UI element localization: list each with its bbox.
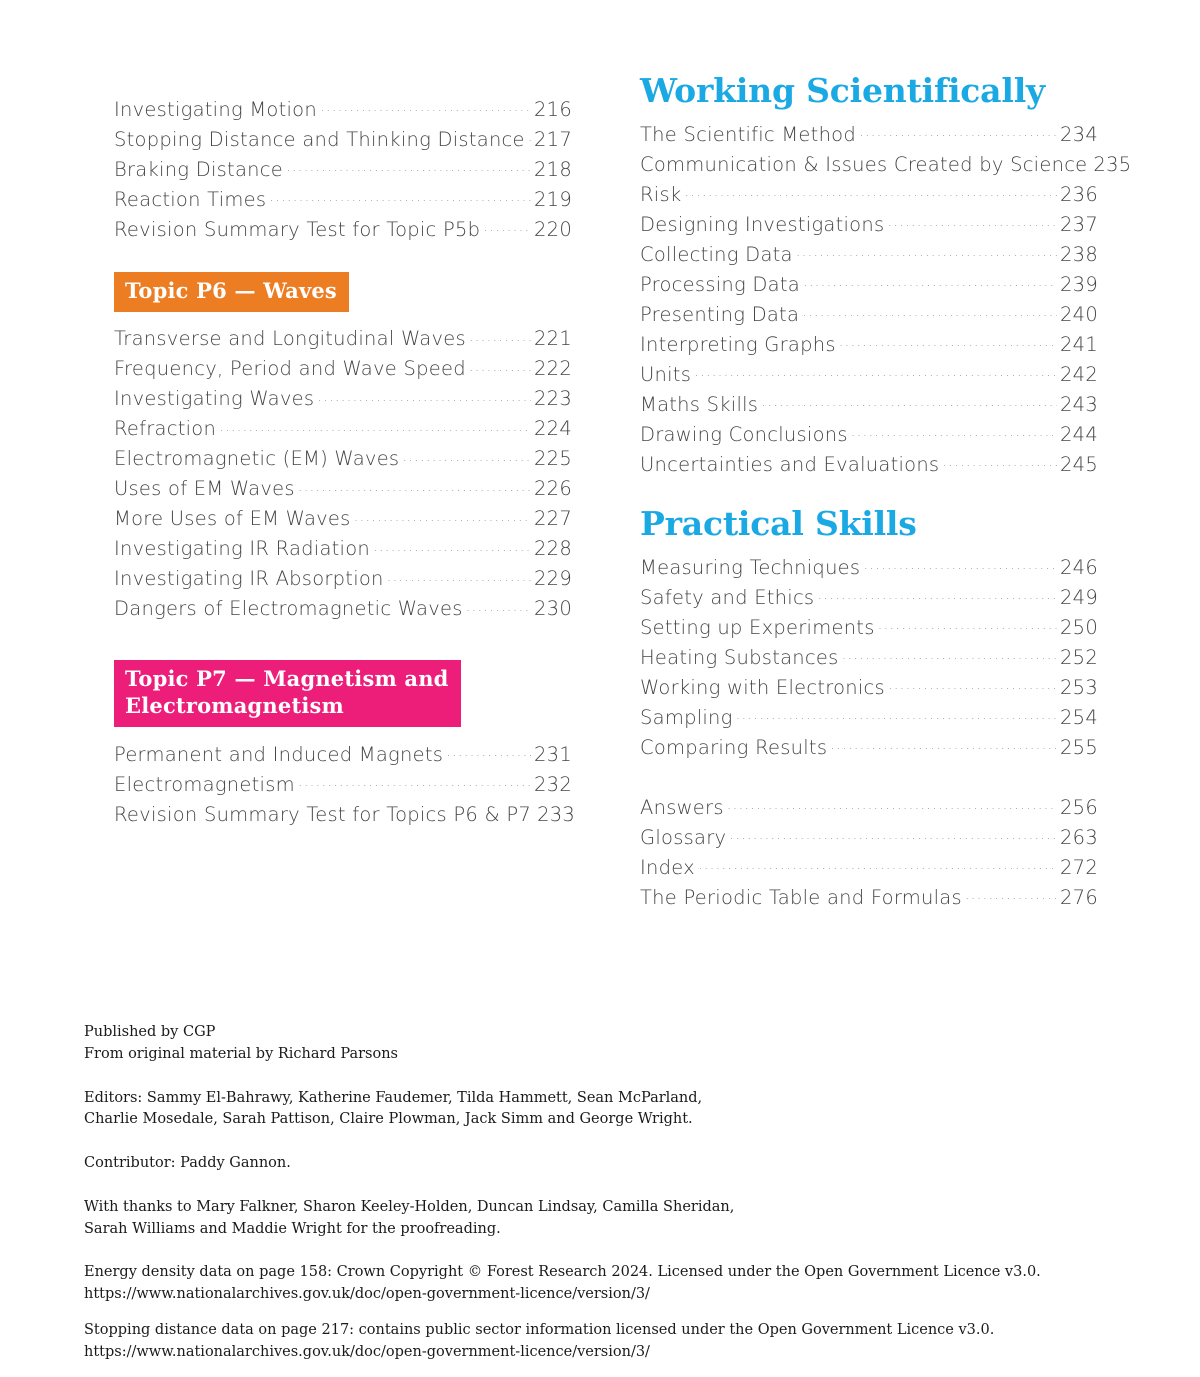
toc-entry-page-number: 217 — [534, 127, 572, 151]
toc-entry-page-number: 228 — [534, 537, 572, 561]
toc-entry[interactable] — [114, 156, 572, 186]
topic-banner-p7 — [114, 660, 461, 727]
toc-entry-page-number: 222 — [534, 357, 572, 381]
toc-entry-page-number: 276 — [1060, 885, 1098, 909]
toc-leader-dots — [402, 446, 531, 466]
toc-entry-title: Frequency, Period and Wave Speed — [114, 357, 466, 381]
licence-2-url[interactable]: https://www.nationalarchives.gov.uk/doc/open-government-licence/version/3/ — [84, 1343, 650, 1360]
toc-entry[interactable] — [114, 596, 572, 626]
toc-leader-dots — [965, 884, 1057, 904]
toc-entry[interactable] — [114, 476, 572, 506]
topic-banner-p7-line2: Electromagnetism — [125, 693, 344, 719]
spacer — [114, 312, 572, 326]
toc-entry[interactable] — [640, 151, 1132, 181]
toc-entry[interactable] — [640, 241, 1098, 271]
toc-entry-title: Refraction — [114, 417, 217, 441]
toc-entry[interactable] — [640, 361, 1098, 391]
toc-leader-dots — [469, 356, 531, 376]
toc-leader-dots — [736, 704, 1057, 724]
published-by-line: Published by CGP — [84, 1024, 216, 1040]
toc-entry[interactable] — [114, 356, 572, 386]
toc-entry-page-number: 272 — [1060, 855, 1098, 879]
toc-entry-page-number: 238 — [1060, 242, 1098, 266]
toc-leader-dots — [888, 674, 1057, 694]
section-heading-practical-skills: Practical Skills — [640, 504, 917, 543]
toc-entry[interactable] — [640, 854, 1098, 884]
licence-1-text: Energy density data on page 158: Crown Copyright © Forest Research 2024. Licensed under the Open Government Licence v3.0. — [84, 1264, 1041, 1281]
toc-leader-dots — [466, 596, 531, 616]
toc-leader-dots — [469, 326, 531, 346]
toc-group-topic-p6 — [114, 326, 572, 626]
licence-block-stopping-distance — [84, 1320, 1124, 1364]
toc-entry-title: Setting up Experiments — [640, 615, 875, 639]
toc-leader-dots — [684, 181, 1057, 201]
toc-entry[interactable] — [640, 451, 1098, 481]
toc-entry[interactable] — [640, 331, 1098, 361]
toc-leader-dots — [528, 126, 531, 146]
licence-2-text: Stopping distance data on page 217: contains public sector information licensed under the Open Government Licence v3.0. — [84, 1321, 995, 1338]
toc-entry-page-number: 218 — [534, 157, 572, 181]
toc-entry[interactable] — [640, 301, 1098, 331]
toc-entry[interactable] — [114, 326, 572, 356]
toc-entry-title: Electromagnetic (EM) Waves — [114, 447, 400, 471]
toc-entry-page-number: 242 — [1060, 362, 1098, 386]
toc-group-topic-p7 — [114, 741, 576, 831]
toc-entry-page-number: 246 — [1060, 555, 1098, 579]
toc-entry-page-number: 234 — [1060, 122, 1098, 146]
toc-entry[interactable] — [640, 734, 1098, 764]
toc-leader-dots — [727, 794, 1057, 814]
toc-entry-title: Processing Data — [640, 272, 800, 296]
toc-entry-title: Sampling — [640, 705, 733, 729]
toc-entry[interactable] — [114, 566, 572, 596]
toc-entry-title: Investigating IR Absorption — [114, 567, 384, 591]
toc-entry-page-number: 231 — [534, 742, 572, 766]
toc-entry-title: Investigating Waves — [114, 387, 315, 411]
toc-entry-page-number: 263 — [1060, 825, 1098, 849]
toc-group-p5b-tail — [114, 96, 572, 246]
toc-entry-title: Answers — [640, 795, 724, 819]
toc-group-working-scientifically — [640, 121, 1132, 481]
toc-leader-dots — [286, 156, 531, 176]
toc-entry-title: Permanent and Induced Magnets — [114, 742, 444, 766]
toc-entry-title: More Uses of EM Waves — [114, 507, 351, 531]
toc-entry[interactable] — [640, 674, 1098, 704]
toc-entry-page-number: 239 — [1060, 272, 1098, 296]
toc-entry-page-number: 249 — [1060, 585, 1098, 609]
contributor-line: Contributor: Paddy Gannon. — [84, 1155, 291, 1171]
toc-entry-title: Communication & Issues Created by Science — [640, 152, 1088, 176]
toc-entry-page-number: 229 — [534, 567, 572, 591]
toc-entry-title: Revision Summary Test for Topic P5b — [114, 217, 481, 241]
thanks-line-2: Sarah Williams and Maddie Wright for the proofreading. — [84, 1220, 501, 1237]
toc-leader-dots — [878, 614, 1057, 634]
toc-entry-title: Maths Skills — [640, 392, 759, 416]
toc-entry-page-number: 232 — [534, 772, 572, 796]
toc-entry-title: Working with Electronics — [640, 675, 885, 699]
toc-entry-page-number: 236 — [1060, 182, 1098, 206]
thanks-line-1: With thanks to Mary Falkner, Sharon Keeley-Holden, Duncan Lindsay, Camilla Sheridan, — [84, 1198, 735, 1215]
toc-entry-title: The Periodic Table and Formulas — [640, 885, 962, 909]
toc-entry[interactable] — [114, 741, 572, 771]
toc-entry-page-number: 226 — [534, 477, 572, 501]
toc-entry[interactable] — [640, 614, 1098, 644]
toc-entry-page-number: 225 — [534, 447, 572, 471]
toc-entry-page-number: 223 — [534, 387, 572, 411]
toc-entry-title: Comparing Results — [640, 735, 828, 759]
toc-entry[interactable] — [640, 121, 1098, 151]
toc-leader-dots — [863, 554, 1057, 574]
toc-right-column — [640, 0, 1132, 914]
topic-p6-banner-wrap — [114, 272, 572, 312]
toc-entry[interactable] — [640, 584, 1098, 614]
toc-entry-title: Measuring Techniques — [640, 555, 861, 579]
licence-1-url[interactable]: https://www.nationalarchives.gov.uk/doc/open-government-licence/version/3/ — [84, 1286, 650, 1302]
toc-entry[interactable] — [114, 536, 572, 566]
toc-entry[interactable] — [640, 644, 1098, 674]
toc-entry-title: Investigating IR Radiation — [114, 537, 371, 561]
toc-entry-page-number: 237 — [1060, 212, 1098, 236]
toc-entry-page-number: 221 — [534, 327, 572, 351]
spacer — [114, 626, 572, 660]
toc-leader-dots — [729, 824, 1057, 844]
toc-entry[interactable] — [640, 391, 1098, 421]
toc-leader-dots — [698, 854, 1057, 874]
toc-entry-title: Designing Investigations — [640, 212, 885, 236]
toc-entry[interactable] — [640, 421, 1098, 451]
toc-group-practical-skills — [640, 554, 1098, 764]
toc-entry[interactable] — [640, 211, 1098, 241]
toc-entry-page-number: 256 — [1060, 795, 1098, 819]
spacer — [114, 727, 572, 741]
thanks-block — [84, 1197, 1124, 1241]
toc-entry-page-number: 255 — [1060, 735, 1098, 759]
imprint-credits — [84, 1022, 1124, 1377]
toc-entry-title: Revision Summary Test for Topics P6 & P7 — [114, 802, 532, 826]
toc-leader-dots — [219, 416, 531, 436]
toc-entry-title: Reaction Times — [114, 187, 267, 211]
topic-banner-p7-line1: Topic P7 — Magnetism and — [125, 665, 449, 691]
toc-leader-dots — [942, 451, 1057, 471]
toc-entry-title: Interpreting Graphs — [640, 332, 836, 356]
toc-entry-title: Units — [640, 362, 692, 386]
spacer — [114, 246, 572, 272]
toc-leader-dots — [373, 536, 531, 556]
toc-entry-title: Index — [640, 855, 695, 879]
toc-entry[interactable] — [114, 126, 572, 156]
toc-entry-page-number: 252 — [1060, 645, 1098, 669]
toc-entry-title: Transverse and Longitudinal Waves — [114, 327, 466, 351]
editors-line-2: Charlie Mosedale, Sarah Pattison, Claire Plowman, Jack Simm and George Wright. — [84, 1111, 693, 1128]
toc-leader-dots — [298, 476, 531, 496]
toc-entry[interactable] — [640, 704, 1098, 734]
toc-entry[interactable] — [114, 386, 572, 416]
toc-leader-dots — [694, 361, 1057, 381]
toc-entry[interactable] — [640, 181, 1098, 211]
toc-leader-dots — [859, 121, 1057, 141]
contributor-block — [84, 1153, 1124, 1175]
toc-entry-title: Collecting Data — [640, 242, 793, 266]
toc-entry-page-number: 216 — [534, 97, 572, 121]
toc-entry-page-number: 250 — [1060, 615, 1098, 639]
toc-entry[interactable] — [640, 271, 1098, 301]
toc-entry-title: Glossary — [640, 825, 727, 849]
toc-entry-page-number: 224 — [534, 417, 572, 441]
editors-line-1: Editors: Sammy El-Bahrawy, Katherine Faudemer, Tilda Hammett, Sean McParland, — [84, 1089, 703, 1106]
toc-entry-page-number: 244 — [1060, 422, 1098, 446]
toc-leader-dots — [802, 301, 1057, 321]
toc-leader-dots — [761, 391, 1057, 411]
toc-entry-page-number: 227 — [534, 507, 572, 531]
toc-entry[interactable] — [640, 554, 1098, 584]
toc-entry-page-number: 253 — [1060, 675, 1098, 699]
toc-entry[interactable] — [114, 216, 572, 246]
toc-entry-page-number: 240 — [1060, 302, 1098, 326]
toc-entry-page-number: 245 — [1060, 452, 1098, 476]
toc-entry[interactable] — [114, 446, 572, 476]
toc-entry-title: Heating Substances — [640, 645, 839, 669]
toc-entry-title: Electromagnetism — [114, 772, 295, 796]
section-heading-working-scientifically: Working Scientifically — [640, 71, 1046, 110]
toc-leader-dots — [320, 96, 531, 116]
toc-entry-title: Uses of EM Waves — [114, 477, 295, 501]
toc-leader-dots — [317, 386, 531, 406]
toc-leader-dots — [269, 186, 531, 206]
toc-leader-dots — [796, 241, 1057, 261]
toc-entry-title: Braking Distance — [114, 157, 283, 181]
toc-entry[interactable] — [114, 771, 572, 801]
toc-entry[interactable] — [114, 96, 572, 126]
toc-leader-dots — [851, 421, 1057, 441]
toc-entry-title: Dangers of Electromagnetic Waves — [114, 597, 463, 621]
topic-banner-p6: Topic P6 — Waves — [114, 272, 349, 312]
toc-leader-dots — [803, 271, 1057, 291]
toc-leader-dots — [446, 741, 531, 761]
toc-leader-dots — [887, 211, 1057, 231]
toc-left-column — [114, 0, 576, 831]
toc-entry[interactable] — [640, 824, 1098, 854]
toc-entry-title: Drawing Conclusions — [640, 422, 848, 446]
toc-entry-page-number: 233 — [537, 802, 576, 826]
toc-entry-page-number: 254 — [1060, 705, 1098, 729]
toc-leader-dots — [830, 734, 1057, 754]
toc-entry-page-number: 230 — [534, 597, 572, 621]
toc-entry[interactable] — [640, 884, 1098, 914]
editors-block — [84, 1088, 1124, 1132]
toc-entry-title: Risk — [640, 182, 682, 206]
toc-entry-page-number: 241 — [1060, 332, 1098, 356]
toc-leader-dots — [387, 566, 531, 586]
toc-leader-dots — [817, 584, 1057, 604]
toc-entry-title: Safety and Ethics — [640, 585, 815, 609]
toc-entry[interactable] — [114, 506, 572, 536]
toc-group-back-matter — [640, 794, 1098, 914]
toc-entry-title: Stopping Distance and Thinking Distance — [114, 127, 525, 151]
toc-entry-title: Uncertainties and Evaluations — [640, 452, 940, 476]
toc-leader-dots — [483, 216, 531, 236]
topic-p7-banner-wrap — [114, 660, 572, 727]
toc-entry[interactable] — [114, 416, 572, 446]
original-material-line: From original material by Richard Parsons — [84, 1045, 398, 1062]
toc-entry[interactable] — [114, 186, 572, 216]
toc-leader-dots — [842, 644, 1057, 664]
toc-entry-page-number: 219 — [534, 187, 572, 211]
toc-entry[interactable] — [640, 794, 1098, 824]
licence-block-energy-density — [84, 1262, 1124, 1306]
toc-leader-dots — [839, 331, 1057, 351]
toc-entry-page-number: 235 — [1093, 152, 1132, 176]
toc-entry-page-number: 243 — [1060, 392, 1098, 416]
toc-entry-title: The Scientific Method — [640, 122, 856, 146]
publisher-block — [84, 1022, 1124, 1066]
toc-entry[interactable] — [114, 801, 576, 831]
toc-entry-page-number: 220 — [534, 217, 572, 241]
toc-entry-title: Presenting Data — [640, 302, 800, 326]
toc-leader-dots — [354, 506, 531, 526]
toc-leader-dots — [298, 771, 531, 791]
toc-entry-title: Investigating Motion — [114, 97, 317, 121]
